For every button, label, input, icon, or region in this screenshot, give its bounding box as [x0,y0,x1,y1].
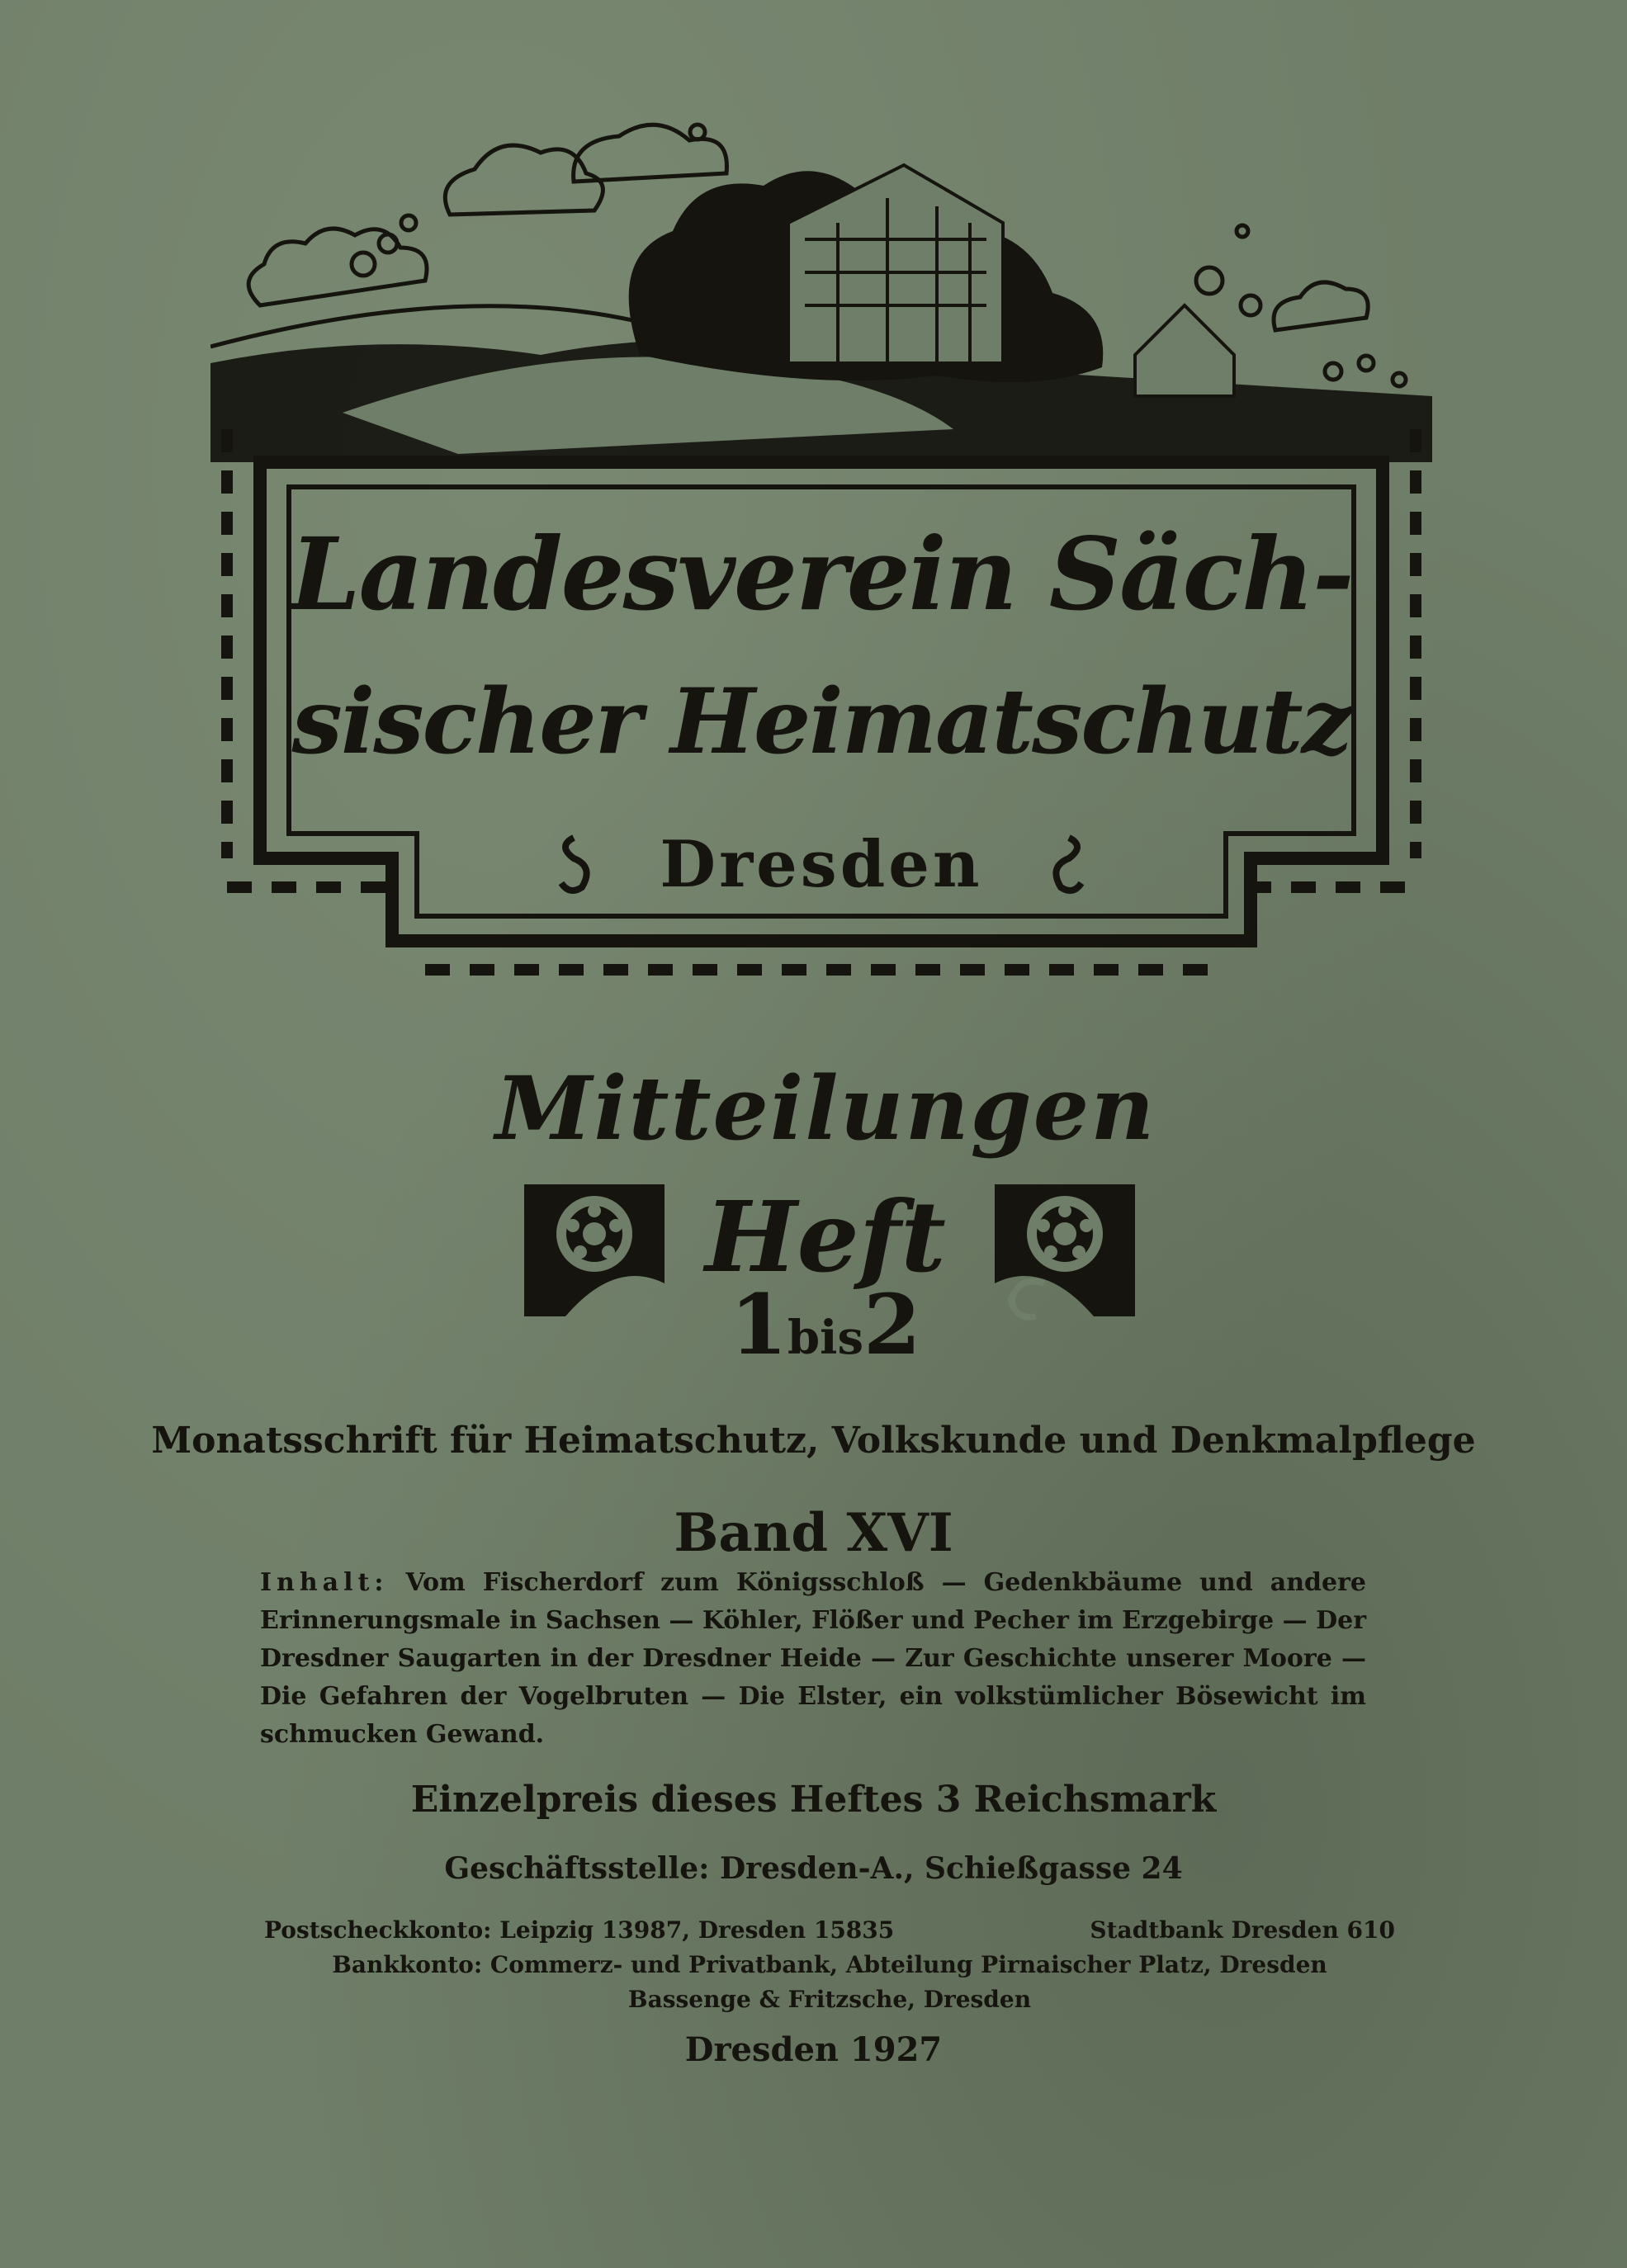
bank-accounts [264,1913,1395,2017]
contents-lead: Inhalt: [260,1568,389,1597]
table-of-contents [260,1564,1366,1754]
postscheck-account: Postscheckkonto: Leipzig 13987, Dresden 15835 [264,1916,895,1944]
bank-account-line-1: Bankkonto: Commerz- und Privatbank, Abteilung Pirnaischer Platz, Dresden [332,1951,1327,1978]
subtitle: Monatsschrift für Heimatschutz, Volkskunde und Denkmalpflege [151,1420,1476,1462]
issue-number [495,1276,1156,1373]
cloud-left [248,229,427,305]
title-line-2: sischer Heimatschutz [291,669,1351,774]
heft-label: Heft [705,1179,946,1294]
account-row-1 [264,1913,1395,1948]
issue-block [495,1056,1156,1395]
issue-bis: bis [787,1311,863,1365]
title-line-1: Landesverein Säch- [290,515,1353,633]
volume-label: Band XVI [674,1502,953,1564]
cloud-far-right [1274,282,1368,330]
bank-account-line-2: Bassenge & Fritzsche, Dresden [627,1986,1032,2013]
stadtbank-account: Stadtbank Dresden 610 [1090,1916,1395,1944]
emblem [210,116,1432,990]
publication-label: Mitteilungen [495,1056,1156,1160]
city-name: Dresden [660,827,983,902]
business-office: Geschäftsstelle: Dresden-A., Schießgasse 24 [444,1851,1183,1886]
issue-to: 2 [863,1276,921,1373]
contents-text: Vom Fischerdorf zum Königsschloß — Gedenkbäume und andere Erinnerungsmale in Sachsen — Köhler, Flößer und Pecher im Erzgebirge — Der Dresdner Saugarten in der Dresdner Heide — Zur Geschichte unserer Moore — Die Gefahren der Vogelbruten — Die Elster, ein volkstümlicher Bösewicht im schmucken Gewand. [260,1568,1366,1749]
price: Einzelpreis dieses Heftes 3 Reichsmark [410,1779,1217,1821]
imprint: Dresden 1927 [684,2030,943,2069]
issue-from: 1 [730,1276,788,1373]
